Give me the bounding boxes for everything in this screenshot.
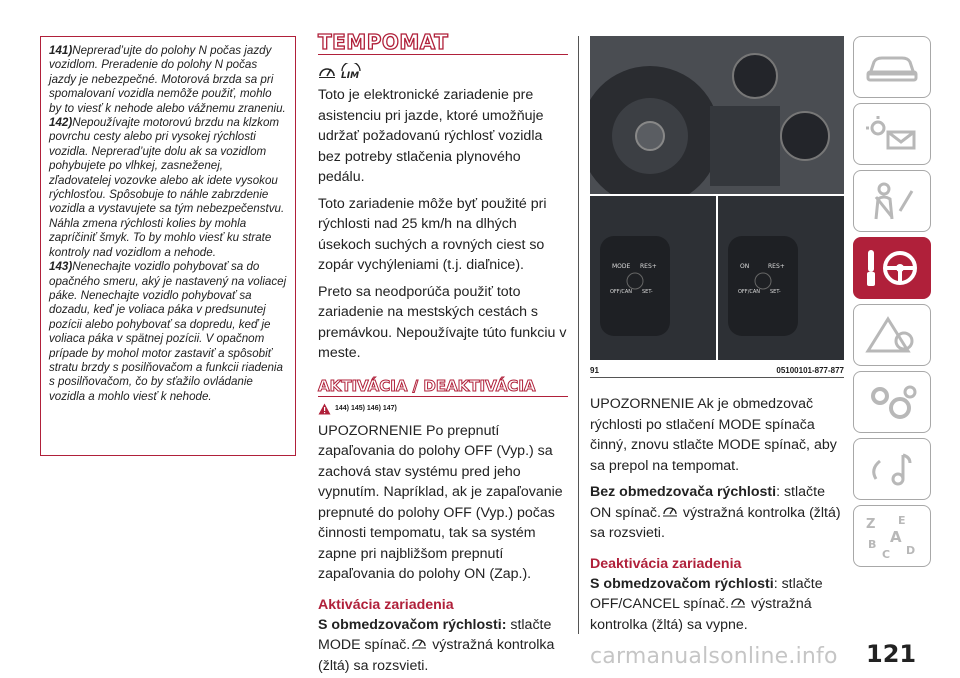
- limiter-off-warning-icon: [729, 595, 747, 609]
- tab-vehicle[interactable]: [853, 36, 931, 98]
- svg-text:D: D: [906, 544, 916, 557]
- mode-label: MODE: [612, 263, 631, 270]
- subsection-rule: [318, 396, 568, 397]
- set-label-left: SET-: [642, 289, 653, 295]
- speed-limiter-warning-icon: [410, 636, 428, 650]
- tab-index[interactable]: [853, 505, 931, 567]
- page-number: 121: [866, 640, 917, 668]
- cruise-control-icon: [318, 63, 336, 79]
- deactivation-paragraph: S obmedzovačom rýchlosti: stlačte OFF/CANCEL spínač. výstražná kontrolka (žltá) sa vypne.: [590, 575, 823, 633]
- emergency-icon: [864, 315, 920, 355]
- middle-column: [318, 30, 568, 676]
- limiter-note: UPOZORNENIE Ak je obmedzovač rýchlosti po stlačení MODE spínača činný, znovu stlačte MODE spínač, aby sa prepol na tempomat.: [590, 396, 837, 474]
- svg-text:Z: Z: [866, 517, 876, 532]
- car-icon: [864, 50, 920, 84]
- steering-wheel-illustration: [590, 36, 844, 360]
- svg-text:E: E: [898, 514, 906, 527]
- svg-text:LIM: LIM: [341, 71, 360, 79]
- intro-paragraph-1: Toto je elektronické zariadenie pre asistenciu pri jazde, ktoré umožňuje udržať požadovanú rýchlosť vozidla bez potreby stlačenia plynového pedálu.: [318, 87, 544, 185]
- gears-icon: [864, 382, 920, 422]
- set-label-right: SET-: [770, 289, 781, 295]
- alphabet-index-icon: [862, 512, 922, 560]
- no-limiter-paragraph: Bez obmedzovača rýchlosti: stlačte ON spínač. výstražná kontrolka (žltá) sa rozsvieti.: [590, 484, 841, 541]
- warning-box: [40, 36, 296, 456]
- warning-141: 141)Neprerad’ujte do polohy N počas jazdy vozidlom. Preradenie do polohy N počas jazdy je nebezpečné. Motorová brzda sa pri spomalovaní vozidla nemôže použiť, mohlo by to viesť k nehode alebo vážnemu zraneniu.: [49, 44, 286, 115]
- warning-142: 142)Nepoužívajte motorovú brzdu na klzkom povrchu cesty alebo pri vysokej rýchlosti vozidla. Neprerad’ujte dolu ak sa vozidlom pohybujete po vlhkej, zasneženej, zľadovatelej vozovke alebo ak idete vysokou rýchlosťou. Spôsobuje to náhle zabrzdenie vozidla a vystavujete sa tým nebezpečenstvu. Náhla zmena rýchlosti kolies by mohla zapríčiniť šmyk. To by mohlo viesť ku strate kontroly nad vozidlom a nehode.: [49, 116, 285, 259]
- intro-paragraph-3: Preto sa neodporúča použiť toto zariadenie na mestských cestách s premávkou. Nepoužívajte túto funkciu v meste.: [318, 283, 567, 361]
- column-divider: [578, 36, 579, 634]
- tab-dashboard-lights[interactable]: [853, 103, 931, 165]
- off-label-right: OFF/CAN: [738, 289, 761, 295]
- title-rule: [318, 54, 568, 55]
- lim-icon: [339, 63, 363, 79]
- note-paragraph: UPOZORNENIE Po prepnutí zapaľovania do polohy OFF (Vyp.) sa zachová stav systému pred jeho vypnutím. Napríklad, ak je zapaľovanie prepnuté do polohy OFF (Vyp.) počas činnosti tempomatu, tak sa systém zapne pri najbližšom prepnutí zapaľovania do polohy ON (Zap.).: [318, 422, 563, 582]
- figure-number: 91: [590, 366, 599, 375]
- tab-multimedia[interactable]: [853, 438, 931, 500]
- intro-paragraph-2: Toto zariadenie môže byť použité pri rýchlosti nad 25 km/h na dlhých úsekoch suchých a rovných ciest so zopár vychýleniami (t.j. diaľnice).: [318, 195, 547, 273]
- svg-text:C: C: [882, 548, 891, 560]
- cruise-warning-icon: [661, 504, 679, 518]
- reference-numbers: 144) 145) 146) 147): [335, 405, 397, 412]
- warning-143: 143)Nenechajte vozidlo pohybovať sa do opačného smeru, aký je nastavený na voliacej páke. Nenechajte vozidlo pohybovať sa dozadu, keď je voliaca páka v predsunutej pozícii alebo pohybovať sa dopredu, keď je voliaca páka v spätnej pozícii. V opačnom prípade by mohol motor zastaviť a spôsobiť stratu brzdy s posilňovačom a funkcii riadenia s posilňovačom, čo by sťažilo ovládanie vozidla a mohlo viesť k nehode.: [49, 260, 287, 403]
- tab-safety[interactable]: [853, 170, 931, 232]
- svg-text:ON: ON: [740, 263, 750, 270]
- seatbelt-icon: [864, 181, 920, 221]
- tab-maintenance[interactable]: [853, 371, 931, 433]
- tab-starting-driving[interactable]: [853, 237, 931, 299]
- res-label-left: RES+: [640, 263, 657, 270]
- section-title: TEMPOMAT: [318, 30, 449, 54]
- off-label-left: OFF/CAN: [610, 289, 633, 295]
- res-label-right: RES+: [768, 263, 785, 270]
- warning-references: [318, 403, 568, 415]
- deactivation-heading: Deaktivácia zariadenia: [590, 555, 742, 572]
- watermark: carmanualsonline.info: [590, 644, 838, 669]
- figure-caption: [590, 366, 844, 375]
- section-icons: [318, 59, 568, 79]
- activation-paragraph: S obmedzovačom rýchlosti: stlačte MODE spínač. výstražná kontrolka (žltá) sa rozsvieti.: [318, 616, 555, 674]
- warning-triangle-icon: [318, 403, 331, 415]
- figure-photo: [590, 36, 844, 360]
- activation-heading: Aktivácia zariadenia: [318, 596, 454, 613]
- figure-rule: [590, 377, 844, 378]
- steering-wheel-key-icon: [862, 246, 922, 290]
- right-column: [590, 36, 844, 635]
- svg-text:B: B: [868, 538, 877, 551]
- music-note-icon: [864, 449, 920, 489]
- svg-text:A: A: [890, 528, 902, 546]
- tab-emergency[interactable]: [853, 304, 931, 366]
- figure-code: 05100101-877-877: [776, 366, 844, 375]
- warning-lights-icon: [864, 114, 920, 154]
- subsection-title: AKTIVÁCIA / DEAKTIVÁCIA: [318, 376, 536, 395]
- chapter-tabs: [853, 36, 931, 572]
